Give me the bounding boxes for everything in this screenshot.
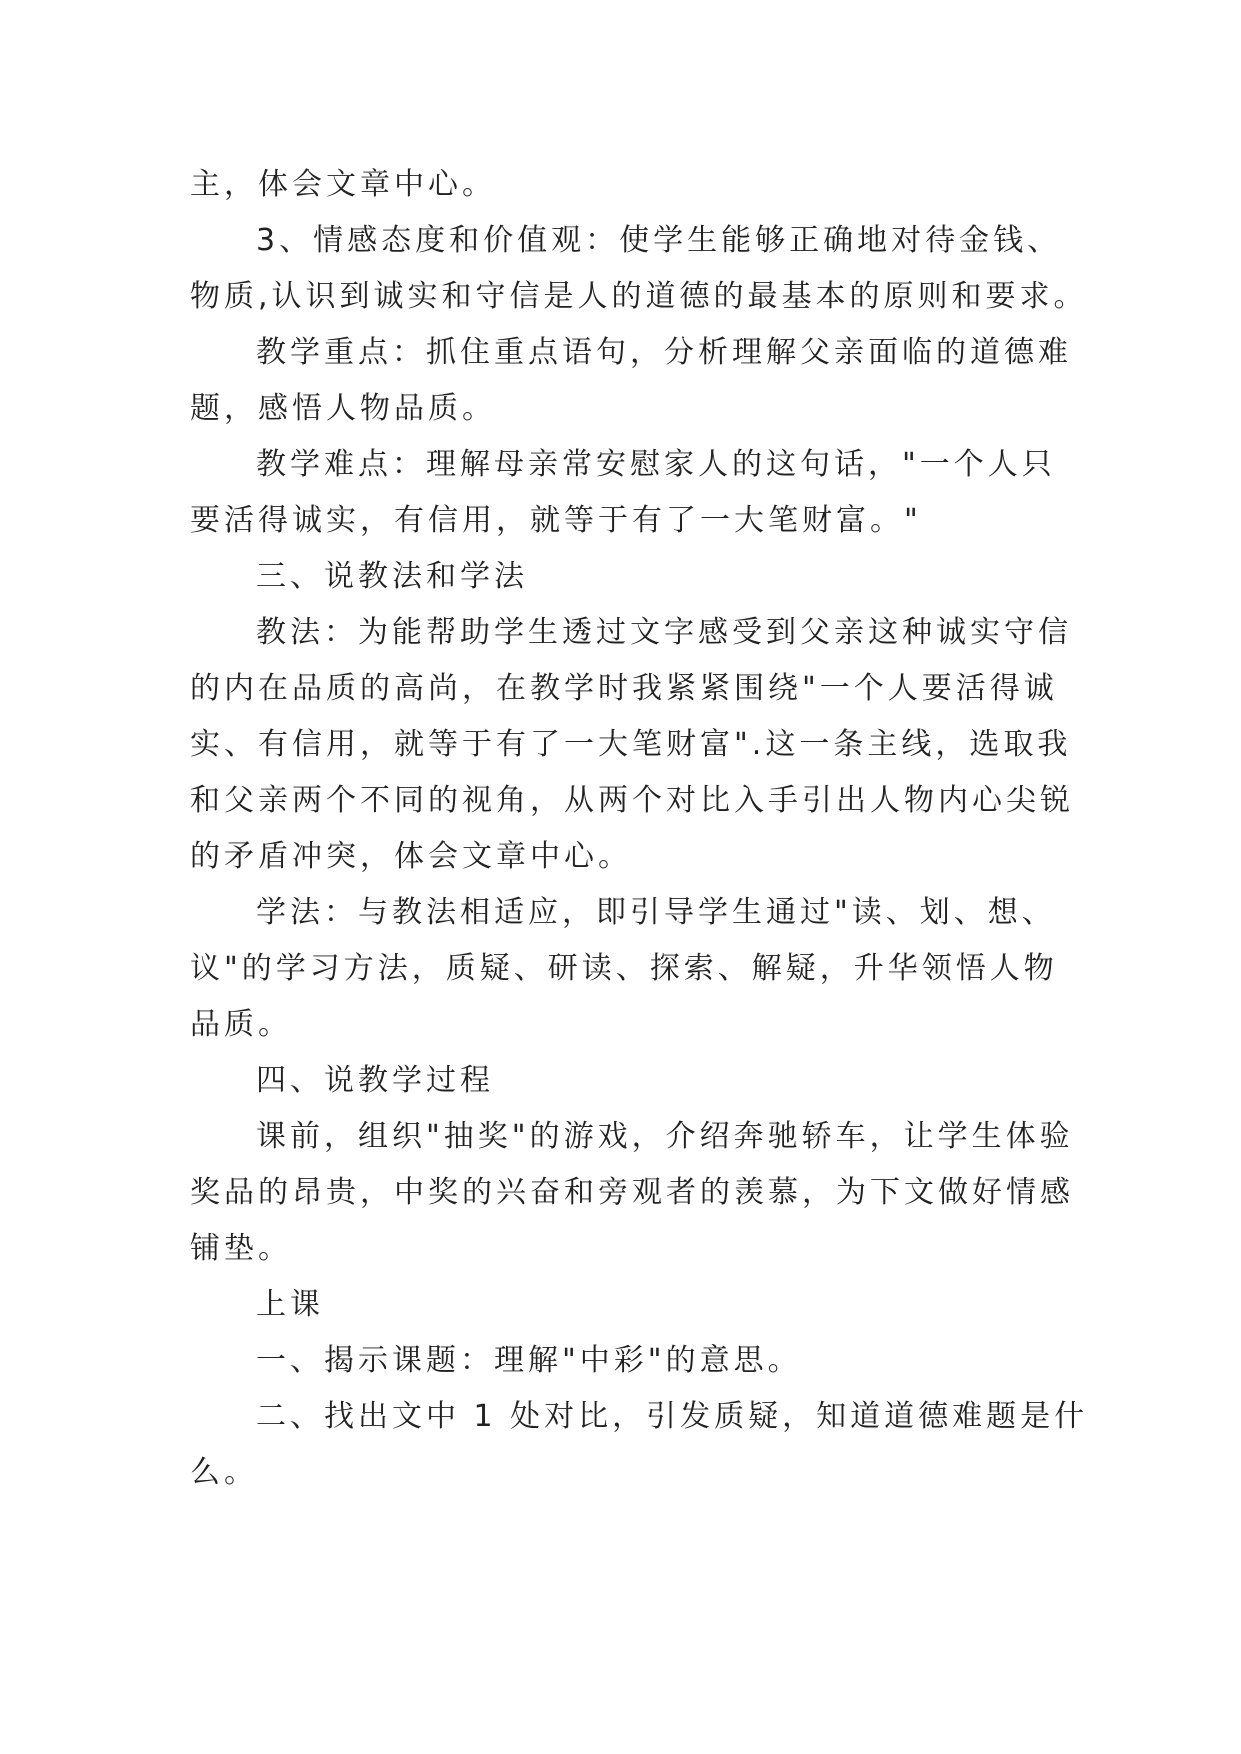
text-line: 品质。 — [190, 1007, 292, 1042]
text-line: 教学重点：抓住重点语句，分析理解父亲面临的道德难 — [256, 335, 1072, 370]
section-heading: 四、说教学过程 — [256, 1063, 494, 1098]
text-line: 和父亲两个不同的视角，从两个对比入手引出人物内心尖锐 — [190, 783, 1074, 818]
text-line: 实、有信用，就等于有了一大笔财富".这一条主线，选取我 — [190, 727, 1072, 762]
text-line: 么。 — [190, 1455, 258, 1490]
section-heading: 三、说教法和学法 — [256, 559, 528, 594]
text-line: 主，体会文章中心。 — [190, 167, 496, 202]
text-line: 教法：为能帮助学生透过文字感受到父亲这种诚实守信 — [256, 615, 1072, 650]
text-line: 铺垫。 — [190, 1231, 292, 1266]
text-line: 奖品的昂贵，中奖的兴奋和旁观者的羡慕，为下文做好情感 — [190, 1175, 1074, 1210]
text-line: 物质,认识到诚实和守信是人的道德的最基本的原则和要求。 — [190, 279, 1088, 314]
text-line: 学法：与教法相适应，即引导学生通过"读、划、想、 — [256, 895, 1056, 930]
text-line: 3、情感态度和价值观：使学生能够正确地对待金钱、 — [256, 223, 1062, 258]
text-line: 教学难点：理解母亲常安慰家人的这句话，"一个人只 — [256, 447, 1056, 482]
text-line: 二、找出文中 1 处对比，引发质疑，知道道德难题是什 — [256, 1399, 1089, 1434]
text-line: 题，感悟人物品质。 — [190, 391, 496, 426]
text-line: 要活得诚实，有信用，就等于有了一大笔财富。" — [190, 503, 922, 538]
text-line: 议"的学习方法，质疑、研读、探索、解疑，升华领悟人物 — [190, 951, 1058, 986]
document-body — [190, 157, 1090, 1501]
text-line: 的内在品质的高尚，在教学时我紧紧围绕"一个人要活得诚 — [190, 671, 1058, 706]
section-heading: 上课 — [256, 1287, 324, 1322]
text-line: 一、揭示课题：理解"中彩"的意思。 — [256, 1343, 802, 1378]
text-line: 课前，组织"抽奖"的游戏，介绍奔驰轿车，让学生体验 — [256, 1119, 1074, 1154]
text-line: 的矛盾冲突，体会文章中心。 — [190, 839, 632, 874]
